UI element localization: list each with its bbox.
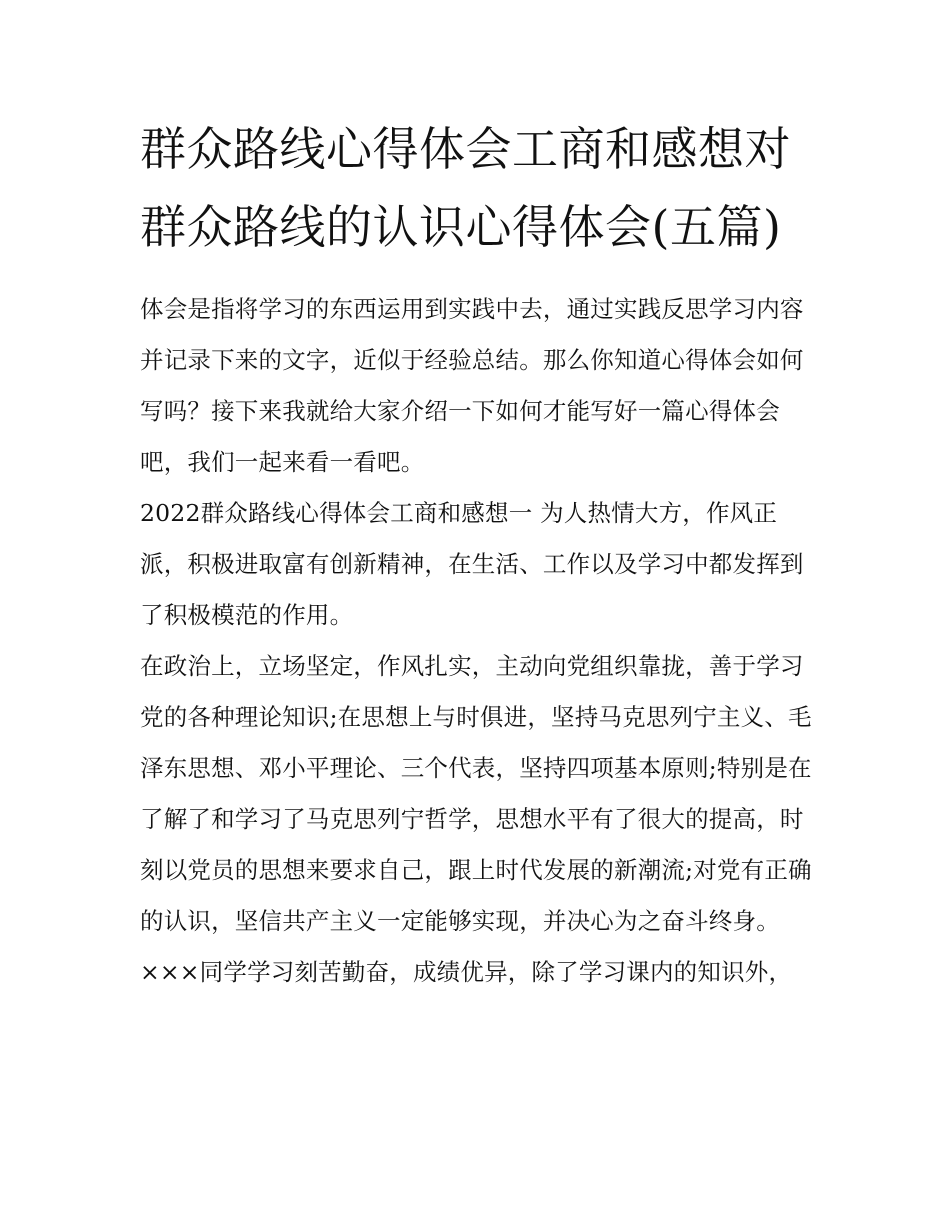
paragraph-section-one: 2022群众路线心得体会工商和感想一 为人热情大方，作风正派，积极进取富有创新精神，在生活、工作以及学习中都发挥到了积极模范的作用。 [140, 499, 804, 629]
document-title: 群众路线心得体会工商和感想对群众路线的认识心得体会(五篇) [140, 122, 791, 254]
paragraph-politics: 在政治上，立场坚定，作风扎实，主动向党组织靠拢，善于学习党的各种理论知识;在思想上与时俱进，坚持马克思列宁主义、毛泽东思想、邓小平理论、三个代表，坚持四项基本原则;特别是在了解了和学习了马克思列宁哲学，思想水平有了很大的提高，时刻以党员的思想来要求自己，跟上时代发展的新潮流;对党有正确的认识，坚信共产主义一定能够实现，并决心为之奋斗终身。 [140, 652, 812, 935]
paragraph-study: ×××同学学习刻苦勤奋，成绩优异，除了学习课内的知识外， [140, 958, 793, 986]
document-body [140, 284, 820, 998]
document-page [140, 110, 820, 998]
paragraph-intro: 体会是指将学习的东西运用到实践中去，通过实践反思学习内容并记录下来的文字，近似于经验总结。那么你知道心得体会如何写吗？接下来我就给大家介绍一下如何才能写好一篇心得体会吧，我们一起来看一看吧。 [140, 295, 804, 476]
